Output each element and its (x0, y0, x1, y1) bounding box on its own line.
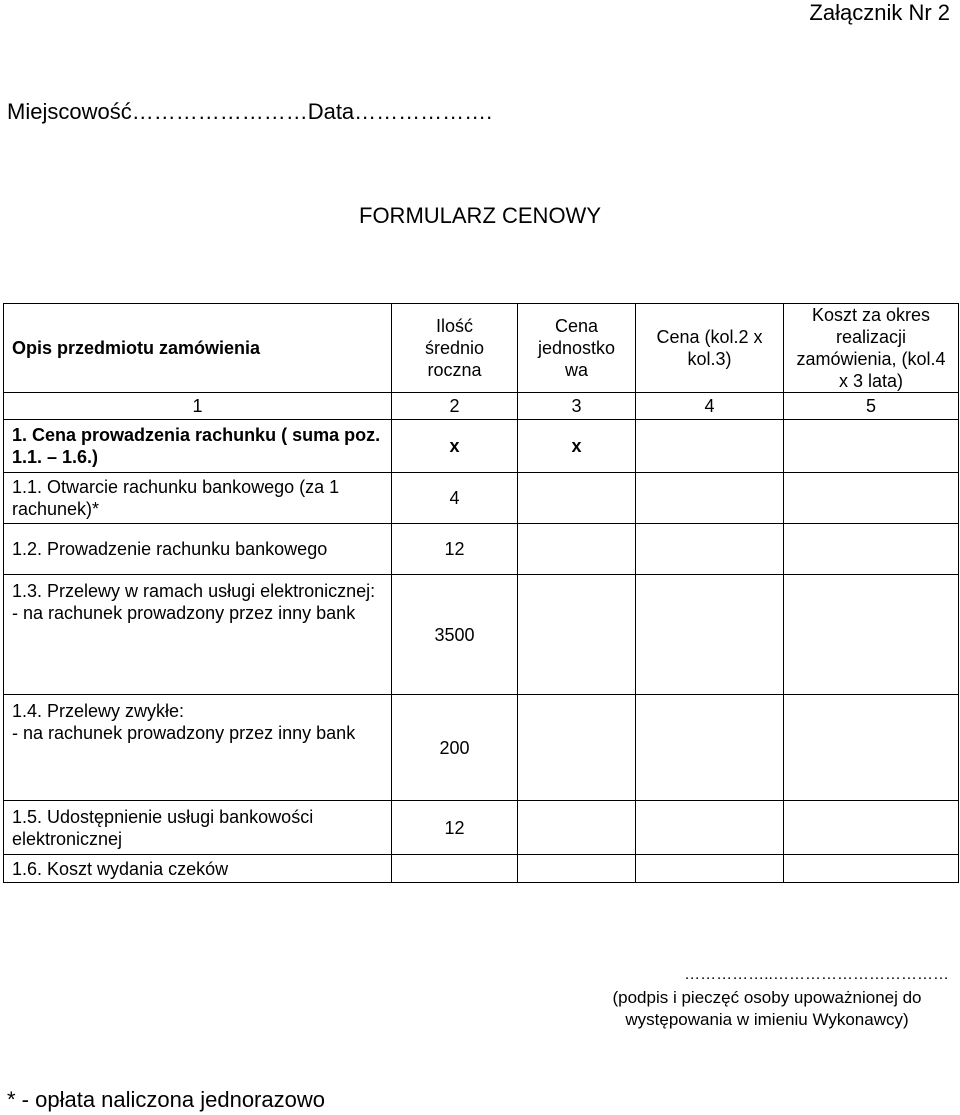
row-price (636, 695, 784, 801)
row-unit-price (518, 575, 636, 695)
row-unit-price: x (518, 420, 636, 473)
row-unit-price (518, 855, 636, 883)
row-total (784, 575, 959, 695)
place-date-line: Miejscowość……………………Data………………. (7, 99, 493, 124)
row-total (784, 695, 959, 801)
footnote: * - opłata naliczona jednorazowo (7, 1087, 325, 1112)
table-header-row (4, 304, 959, 393)
row-quantity: 3500 (392, 575, 518, 695)
form-title: FORMULARZ CENOWY (359, 203, 601, 228)
price-table (3, 303, 959, 883)
column-header-description: Opis przedmiotu zamówienia (4, 304, 392, 393)
row-total (784, 524, 959, 575)
column-number: 2 (392, 393, 518, 420)
row-price (636, 420, 784, 473)
row-unit-price (518, 801, 636, 855)
table-row (4, 695, 959, 801)
signature-caption: (podpis i pieczęć osoby upoważnionej do występowania w imieniu Wykonawcy) (612, 988, 922, 1029)
column-header-unit-price: Cena jednostko wa (518, 304, 636, 393)
column-number: 5 (784, 393, 959, 420)
column-header-price: Cena (kol.2 x kol.3) (636, 304, 784, 393)
row-total (784, 855, 959, 883)
column-number: 3 (518, 393, 636, 420)
row-price (636, 855, 784, 883)
table-row (4, 473, 959, 524)
row-description: 1.2. Prowadzenie rachunku bankowego (4, 524, 392, 575)
row-total (784, 420, 959, 473)
row-quantity: 4 (392, 473, 518, 524)
row-unit-price (518, 695, 636, 801)
row-price (636, 575, 784, 695)
row-quantity: 12 (392, 524, 518, 575)
row-description: 1.1. Otwarcie rachunku bankowego (za 1 rachunek)* (4, 473, 392, 524)
column-number: 1 (4, 393, 392, 420)
row-description: 1.4. Przelewy zwykłe: - na rachunek prowadzony przez inny bank (4, 695, 392, 801)
row-price (636, 473, 784, 524)
signature-dots: ……………..…………………………… (684, 966, 949, 983)
row-description: 1.6. Koszt wydania czeków (4, 855, 392, 883)
row-price (636, 801, 784, 855)
row-total (784, 473, 959, 524)
row-description: 1. Cena prowadzenia rachunku ( suma poz. 1.1. – 1.6.) (4, 420, 392, 473)
table-row (4, 575, 959, 695)
row-total (784, 801, 959, 855)
table-row (4, 420, 959, 473)
attachment-label: Załącznik Nr 2 (809, 0, 950, 25)
column-header-quantity: Ilość średnio roczna (392, 304, 518, 393)
row-quantity (392, 855, 518, 883)
row-price (636, 524, 784, 575)
row-quantity: x (392, 420, 518, 473)
column-header-total: Koszt za okres realizacji zamówienia, (kol.4 x 3 lata) (784, 304, 959, 393)
row-unit-price (518, 524, 636, 575)
table-row (4, 855, 959, 883)
row-unit-price (518, 473, 636, 524)
column-number: 4 (636, 393, 784, 420)
table-row (4, 801, 959, 855)
row-quantity: 200 (392, 695, 518, 801)
row-quantity: 12 (392, 801, 518, 855)
column-number-row (4, 393, 959, 420)
row-description: 1.5. Udostępnienie usługi bankowości elektronicznej (4, 801, 392, 855)
row-description: 1.3. Przelewy w ramach usługi elektronicznej: - na rachunek prowadzony przez inny bank (4, 575, 392, 695)
table-row (4, 524, 959, 575)
